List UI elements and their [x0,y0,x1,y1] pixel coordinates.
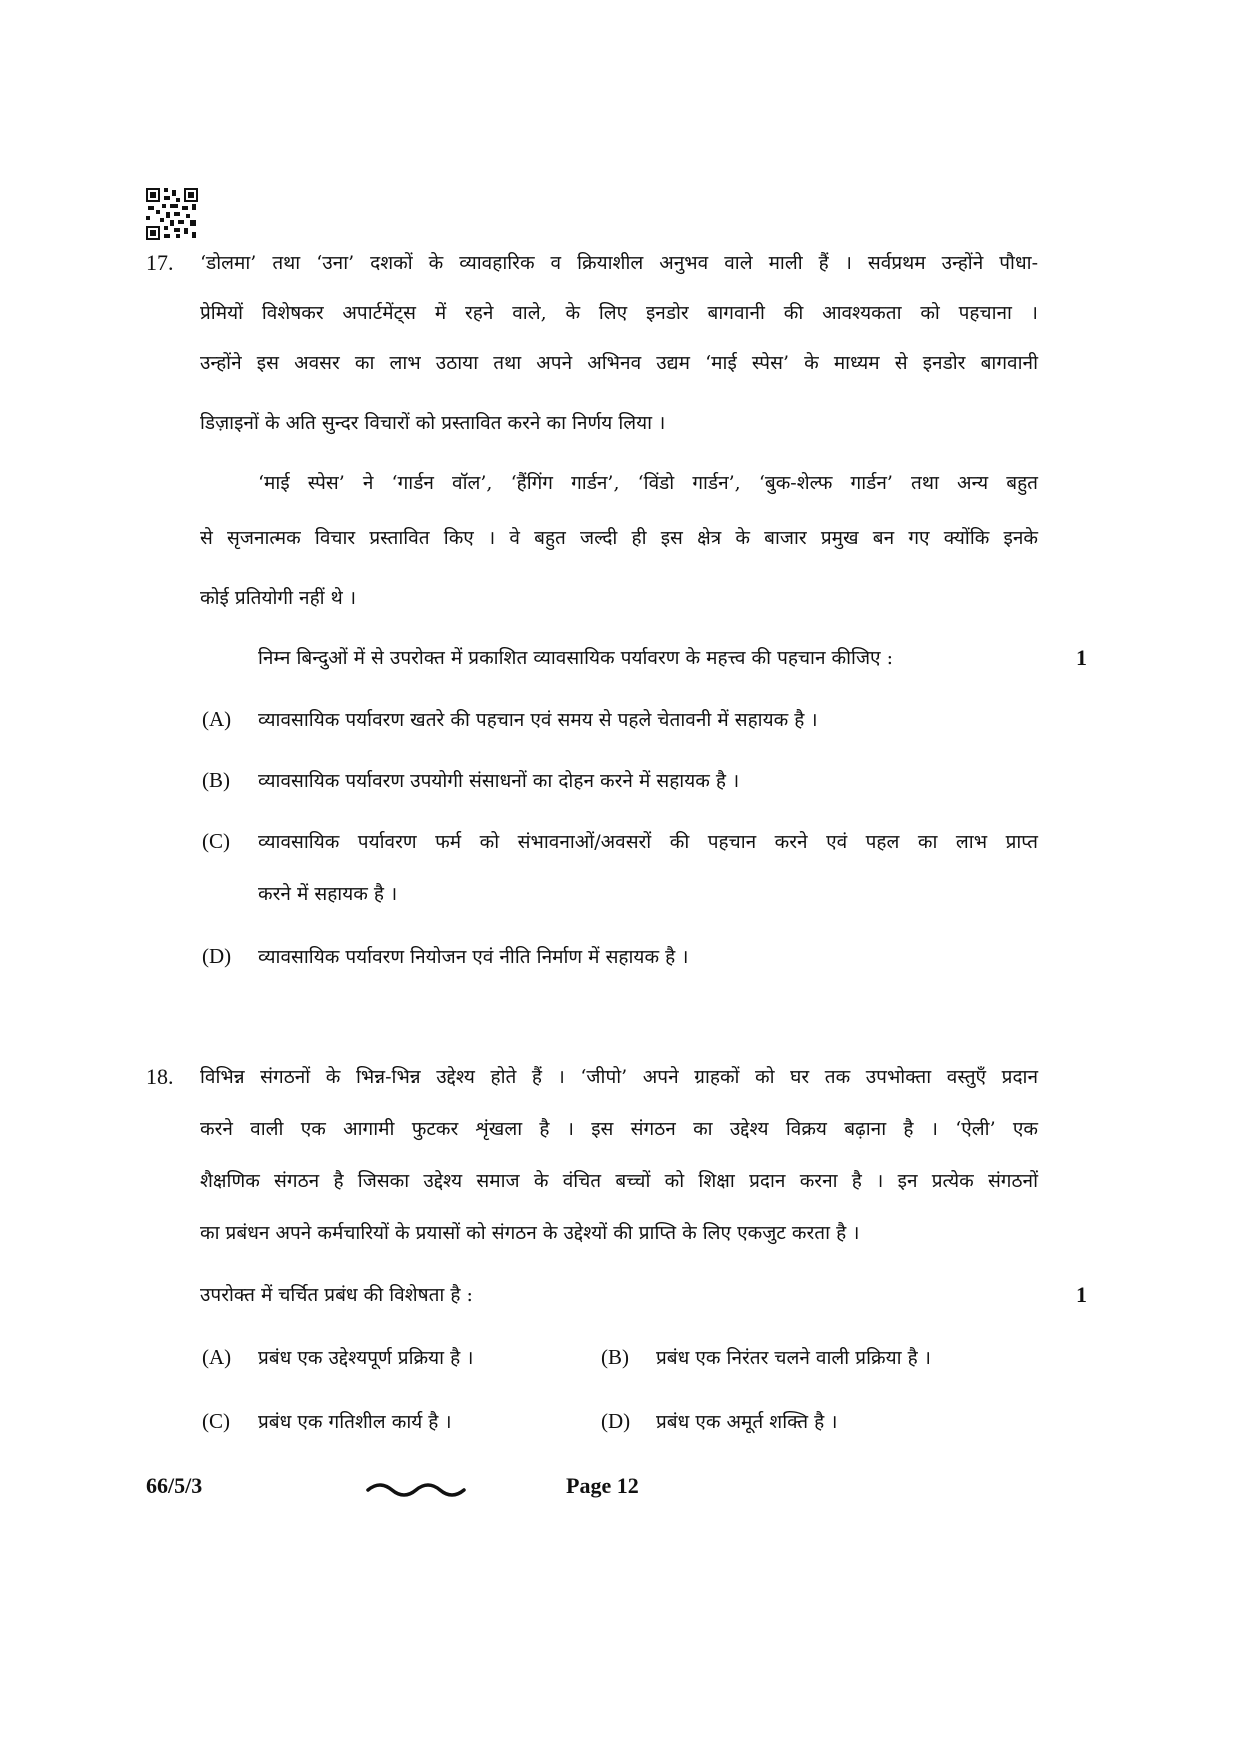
q17-option-d-label: (D) [202,944,232,968]
q17-prompt: निम्न बिन्दुओं में से उपरोक्त में प्रकाशित व्यावसायिक पर्यावरण के महत्त्व की पहचान कीजिए : [258,647,894,669]
q17-para2-line-2: से सृजनात्मक विचार प्रस्तावित किए । वे बहुत जल्दी ही इस क्षेत्र के बाजार प्रमुख बन गए क्योंकि इनके [200,527,1038,549]
q18-text-line-4: का प्रबंधन अपने कर्मचारियों के प्रयासों को संगठन के उद्देश्यों की प्राप्ति के लिए एकजुट करता है । [200,1222,860,1244]
q17-text-line-3: उन्होंने इस अवसर का लाभ उठाया तथा अपने अभिनव उद्यम ‘माई स्पेस’ के माध्यम से इनडोर बागवानी [200,352,1038,374]
q18-option-b-label: (B) [601,1345,629,1369]
q18-option-a-text: प्रबंध एक उद्देश्यपूर्ण प्रक्रिया है । [258,1347,474,1369]
paper-code: 66/5/3 [146,1473,203,1498]
q17-option-c-text-line-1: व्यावसायिक पर्यावरण फर्म को संभावनाओं/अवसरों की पहचान करने एवं पहल का लाभ प्राप्त [258,831,1038,853]
q17-para2-line-3: कोई प्रतियोगी नहीं थे । [200,587,357,609]
q18-prompt: उपरोक्त में चर्चित प्रबंध की विशेषता है : [200,1284,473,1306]
q18-option-b-text: प्रबंध एक निरंतर चलने वाली प्रक्रिया है । [656,1347,931,1369]
q18-option-a-label: (A) [202,1345,232,1369]
q18-option-d-text: प्रबंध एक अमूर्त शक्ति है । [656,1411,838,1433]
q18-text-line-3: शैक्षणिक संगठन है जिसका उद्देश्य समाज के वंचित बच्चों को शिक्षा प्रदान करना है । इन प्रत्येक संगठनों [200,1170,1038,1192]
q17-option-d-text: व्यावसायिक पर्यावरण नियोजन एवं नीति निर्माण में सहायक है । [258,946,689,968]
qr-code-icon [146,188,198,240]
q18-option-c-label: (C) [202,1409,230,1433]
q18-text-line-1: विभिन्न संगठनों के भिन्न-भिन्न उद्देश्य होते हैं । ‘जीपो’ अपने ग्राहकों को घर तक उपभोक्ता वस्तुएँ प्रदान [200,1066,1038,1088]
q17-option-c-text-line-2: करने में सहायक है । [258,883,398,905]
question-18-number: 18. [146,1064,174,1089]
q17-text-line-4: डिज़ाइनों के अति सुन्दर विचारों को प्रस्तावित करने का निर्णय लिया । [200,412,666,434]
q17-text-line-2: प्रेमियों विशेषकर अपार्टमेंट्स में रहने वाले, के लिए इनडोर बागवानी की आवश्यकता को पहचाना । [200,302,1038,324]
q18-text-line-2: करने वाली एक आगामी फुटकर शृंखला है । इस संगठन का उद्देश्य विक्रय बढ़ाना है । ‘ऐली’ एक [200,1118,1038,1140]
q17-option-a-label: (A) [202,707,232,731]
question-17-number: 17. [146,250,174,275]
q17-marks: 1 [1076,645,1087,670]
q18-option-c-text: प्रबंध एक गतिशील कार्य है । [258,1411,452,1433]
q17-option-c-label: (C) [202,829,230,853]
q18-option-d-label: (D) [601,1409,631,1433]
q17-option-b-label: (B) [202,768,230,792]
q17-text-line-1: ‘डोलमा’ तथा ‘उना’ दशकों के व्यावहारिक व क्रियाशील अनुभव वाले माली हैं । सर्वप्रथम उन्होंने पौधा- [200,252,1038,274]
q17-option-b-text: व्यावसायिक पर्यावरण उपयोगी संसाधनों का दोहन करने में सहायक है । [258,770,740,792]
tilde-ornament-icon [366,1478,466,1498]
q17-option-a-text: व्यावसायिक पर्यावरण खतरे की पहचान एवं समय से पहले चेतावनी में सहायक है । [258,709,818,731]
q17-para2-line-1: ‘माई स्पेस’ ने ‘गार्डन वॉल’, ‘हैंगिंग गार्डन’, ‘विंडो गार्डन’, ‘बुक-शेल्फ गार्डन’ तथा अन्य बहुत [258,472,1038,494]
q18-marks: 1 [1076,1282,1087,1307]
page-number: Page 12 [566,1473,639,1498]
